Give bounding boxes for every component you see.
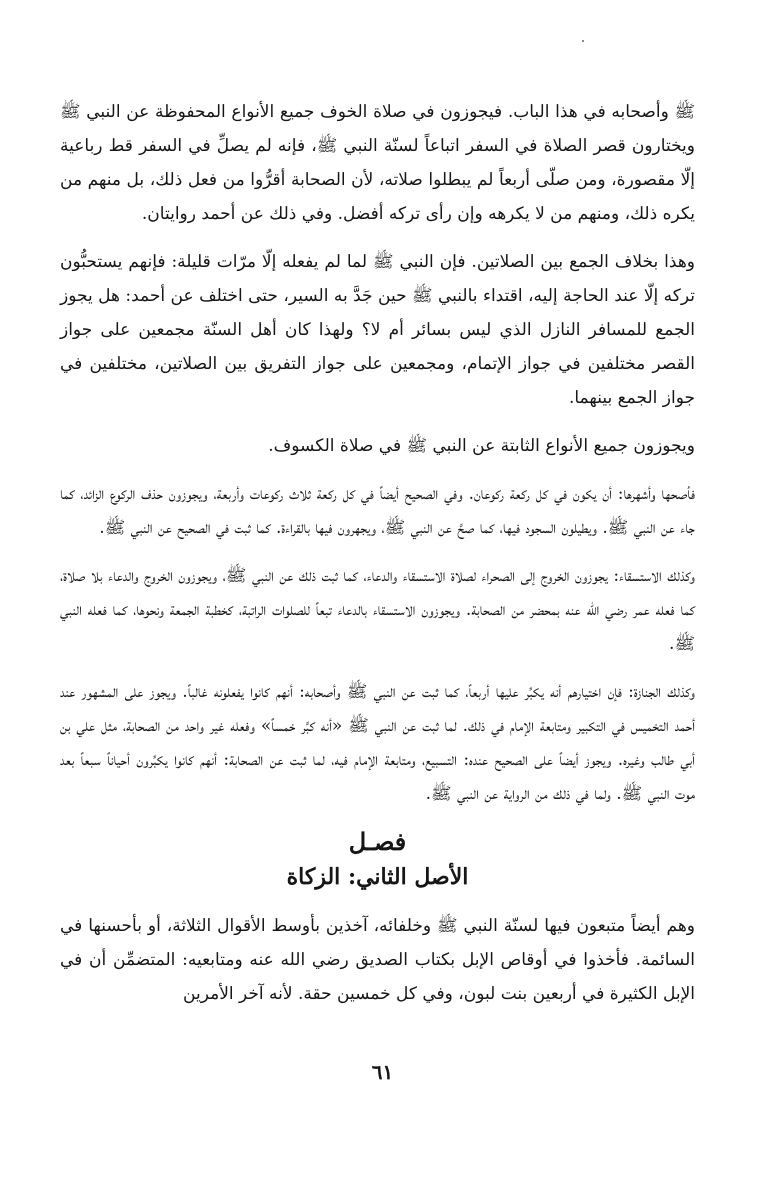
page-body — [60, 95, 695, 1182]
paragraph-zakat: وهم أيضاً متبعون فيها لسنّة النبي ﷺ وخلفائه، آخذين بأوسط الأقوال الثلاثة، أو بأحسنها في السائمة. فأخذوا في أوقاص الإبل بكتاب الصديق رضي الله عنه ومتابعيه: المتضمِّن أن في الإبل الكثيرة في أربعين بنت لبون، وفي كل خمسين حقة. لأنه آخر الأمرين — [60, 916, 695, 1004]
paragraph-rain-prayer: وكذلك الاستسقاء: يجوزون الخروج إلى الصحراء لصلاة الاستسقاء والدعاء، كما ثبت ذلك عن النبي ﷺ، ويجوزون الخروج والدعاء بلا صلاة، كما فعله عمر رضي الله عنه بمحضر من الصحابة. ويجوزون الاستسقاء بالدعاء تبعاً للصلوات الراتبة، كخطبة الجمعة ونحوها، كما فعله النبي ﷺ. — [60, 566, 695, 654]
paragraph-eclipse-details: فأصحها وأشهرها: أن يكون في كل ركعة ركوعان. وفي الصحيح أيضاً في كل ركعة ثلاث ركوعات وأربعة، ويجوزون حذف الركوع الزائد، كما جاء عن النبي ﷺ. ويطيلون السجود فيها، كما صحَّ عن النبي ﷺ، ويجهرون فيها بالقراءة. كما ثبت في الصحيح عن النبي ﷺ. — [60, 484, 695, 538]
section-title: الأصل الثاني: الزكاة — [286, 864, 469, 890]
paragraph-eclipse-prayer: ويجوزون جميع الأنواع الثابتة عن النبي ﷺ في صلاة الكسوف. — [268, 436, 695, 456]
paragraph-combining-prayers: وهذا بخلاف الجمع بين الصلاتين. فإن النبي ﷺ لما لم يفعله إلّا مرّات قليلة: فإنهم يستحبُّون تركه إلّا عند الحاجة إليه، اقتداء بالنبي ﷺ حين جَدَّ به السير، حتى اختلف عن أحمد: هل يجوز الجمع للمسافر النازل الذي ليس بسائر أم لا؟ ولهذا كان أهل السنّة مجمعين على جواز القصر مختلفين في جواز الإتمام، ومجمعين على جواز التفريق بين الصلاتين، مختلفين في جواز الجمع بينهما. — [60, 252, 695, 408]
page-number: ٦١ — [371, 1060, 394, 1084]
paragraph-fear-prayer: ﷺ وأصحابه في هذا الباب. فيجوزون في صلاة الخوف جميع الأنواع المحفوظة عن النبي ﷺ ويختارون قصر الصلاة في السفر اتباعاً لسنّة النبي ﷺ، فإنه لم يصلِّ في السفر قط رباعية إلّا مقصورة، ومن صلّى أربعاً لم يبطلوا صلاته، لأن الصحابة أقرُّوا من فعل ذلك، بل منهم من يكره ذلك، ومنهم من لا يكرهه وإن رأى تركه أفضل. وفي ذلك عن أحمد روايتان. — [60, 102, 695, 224]
paragraph-funeral-prayer: وكذلك الجنازة: فإن اختيارهم أنه يكبِّر عليها أربعاً، كما ثبت عن النبي ﷺ وأصحابه: أنهم كانوا يفعلونه غالباً. ويجوز على المشهور عند أحمد التخميس في التكبير ومتابعة الإمام في ذلك. لما ثبت عن النبي ﷺ «أنه كبَّر خمساً» وفعله غير واحد من الصحابة، مثل علي بن أبي طالب وغيره. ويجوز أيضاً على الصحيح عنده: التسبيع، ومتابعة الإمام فيه، لما ثبت عن الصحابة: أنهم كانوا يكبِّرون أحياناً سبعاً بعد موت النبي ﷺ. ولما في ذلك من الرواية عن النبي ﷺ. — [60, 682, 695, 804]
fasl-heading: فصـل — [348, 827, 407, 856]
scan-speck — [582, 40, 584, 42]
